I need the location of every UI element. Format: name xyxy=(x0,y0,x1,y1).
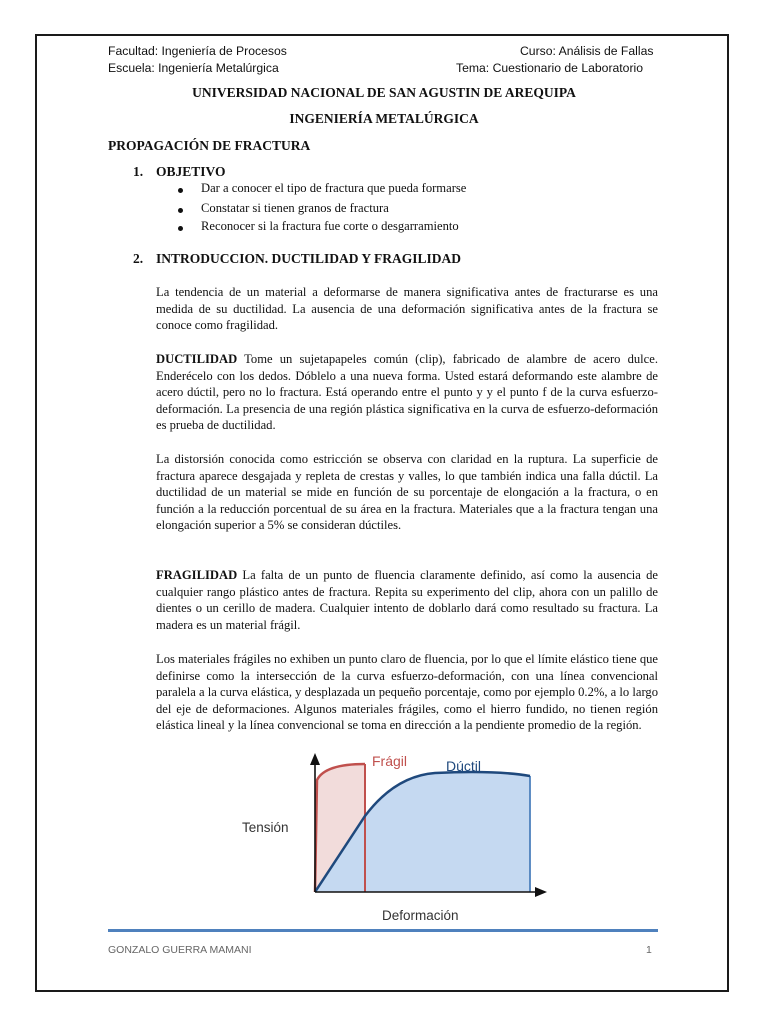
bullet-dot xyxy=(178,208,183,213)
header-topic: Tema: Cuestionario de Laboratorio xyxy=(456,61,643,75)
section-2-title: INTRODUCCION. DUCTILIDAD Y FRAGILIDAD xyxy=(156,251,462,266)
section-1-number: 1. xyxy=(133,164,144,179)
fragility-text: La falta de un punto de fluencia claramente definido, así como la ausencia de cualquier rango plástico antes de fractura. Repita su experimento del clip, ahora con un palillo de dientes o un cerillo de madera. Cualquier intento de doblarlo dará como resultado su fractura. La madera es un material frágil. xyxy=(156,568,658,632)
objective-bullet-3: Reconocer si la fractura fue corte o desgarramiento xyxy=(201,219,459,233)
objective-bullet-1: Dar a conocer el tipo de fractura que pueda formarse xyxy=(201,181,467,195)
section-2-number: 2. xyxy=(133,251,144,266)
page-number: 1 xyxy=(646,944,652,956)
x-axis-label: Deformación xyxy=(382,908,459,923)
ductility-paragraph-2: La distorsión conocida como estricción se observa con claridad en la ruptura. La superficie de fractura aparece desgajada y repleta de crestas y valles, lo que también indica una falla dúctil. La ductilidad de un material se mide en función de su porcentaje de elongación a la fractura, o en función a la reducción porcentual de su área en la fractura. Materiales que a la fractura tengan una elongación superior a 5% se consideran dúctiles. xyxy=(156,452,658,533)
fragility-term: FRAGILIDAD xyxy=(156,568,238,582)
header-course: Curso: Análisis de Fallas xyxy=(520,44,654,58)
stress-strain-figure xyxy=(230,750,550,930)
ductility-text: Tome un sujetapapeles común (clip), fabricado de alambre de acero dulce. Enderécelo con los dedos. Dóblelo a una nueva forma. Usted estará deformando este alambre de acero dúctil, pero no lo fractura. Está operando entre el punto y y el punto f de la curva esfuerzo-deformación. La presencia de una región plástica significativa en la curva de esfuerzo-deformación es prueba de ductilidad. xyxy=(156,352,658,433)
fragility-paragraph xyxy=(156,567,658,633)
y-axis-label: Tensión xyxy=(242,820,289,835)
objective-bullet-2: Constatar si tienen granos de fractura xyxy=(201,201,389,215)
footer-author: GONZALO GUERRA MAMANI xyxy=(108,944,252,956)
ductility-paragraph xyxy=(156,351,658,434)
university-title: UNIVERSIDAD NACIONAL DE SAN AGUSTIN DE AREQUIPA xyxy=(192,85,576,100)
header-faculty: Facultad: Ingeniería de Procesos xyxy=(108,44,287,58)
bullet-dot xyxy=(178,188,183,193)
x-axis-arrow-icon xyxy=(535,887,547,897)
y-axis-arrow-icon xyxy=(310,753,320,765)
intro-paragraph-1: La tendencia de un material a deformarse de manera significativa antes de fracturarse es una medida de su ductilidad. La ausencia de una deformación significativa antes de la fractura se conoce como fragilidad. xyxy=(156,285,658,333)
footer-divider xyxy=(108,929,658,932)
fragile-label: Frágil xyxy=(372,753,408,769)
bullet-dot xyxy=(178,226,183,231)
ductility-term: DUCTILIDAD xyxy=(156,352,238,366)
section-1-title: OBJETIVO xyxy=(156,164,226,179)
fragility-paragraph-2: Los materiales frágiles no exhiben un punto claro de fluencia, por lo que el límite elástico tiene que definirse como la intersección de la curva esfuerzo-deformación, con una línea convencional paralela a la curva elástica, y desplazada un pequeño porcentaje, como por ejemplo 0.2%, a lo largo del eje de deformaciones. Algunos materiales frágiles, como el hierro fundido, no tienen región elástica lineal y la línea convencional se toma en dirección a la pendiente promedio de la región. xyxy=(156,652,658,733)
document-title: PROPAGACIÓN DE FRACTURA xyxy=(108,138,311,153)
department-title: INGENIERÍA METALÚRGICA xyxy=(289,111,479,126)
ductile-label: Dúctil xyxy=(446,758,482,774)
header-school: Escuela: Ingeniería Metalúrgica xyxy=(108,61,279,75)
